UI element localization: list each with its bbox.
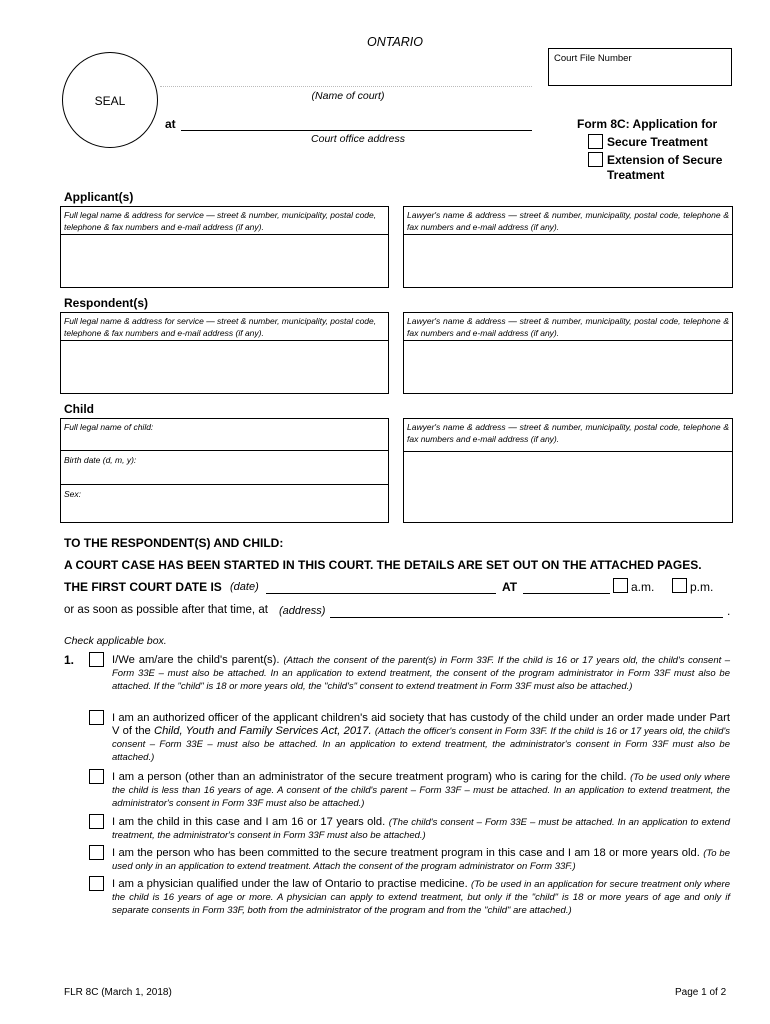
- page-number: Page 1 of 2: [675, 987, 727, 998]
- form-id: FLR 8C (March 1, 2018): [64, 987, 172, 998]
- option-caregiver-note: (To be used only where the child is less than 16 years of age. A consent of the child's parent – Form 33F – must be attached. In an application to extend treatment, the administrator's consent in Form 33F must also be attached.): [112, 772, 730, 809]
- extension-treatment-checkbox[interactable]: [588, 152, 603, 167]
- society-officer-checkbox[interactable]: [89, 710, 104, 725]
- option-society-officer-act: Child, Youth and Family Services Act, 2017.: [153, 725, 372, 737]
- option-parent-text: I/We am/are the child's parent(s).: [112, 654, 280, 666]
- applicant-lawyer-box[interactable]: [403, 206, 733, 288]
- address-period: .: [727, 604, 731, 618]
- child-sex-label: Sex:: [64, 489, 82, 499]
- option-society-officer: [112, 712, 730, 764]
- committed-person-checkbox[interactable]: [89, 845, 104, 860]
- section-number: 1.: [64, 653, 75, 667]
- respondent-lawyer-box[interactable]: [403, 312, 733, 394]
- at-label: at: [165, 117, 176, 131]
- option-child-16-17-text: I am the child in this case and I am 16 or 17 years old.: [112, 816, 386, 828]
- court-file-number-box[interactable]: [548, 48, 732, 86]
- option-caregiver: [112, 771, 730, 810]
- secure-treatment-checkbox[interactable]: [588, 134, 603, 149]
- name-of-court-label: (Name of court): [311, 90, 385, 102]
- pm-checkbox[interactable]: [672, 578, 687, 593]
- child-heading: Child: [64, 402, 94, 416]
- option-physician: [112, 878, 730, 917]
- child-birth-label: Birth date (d, m, y):: [64, 455, 137, 465]
- child-name-box[interactable]: [60, 418, 389, 451]
- province-title: ONTARIO: [366, 35, 424, 49]
- court-file-number-label: Court File Number: [554, 53, 632, 64]
- option-physician-text: I am a physician qualified under the law of Ontario to practise medicine.: [112, 878, 468, 890]
- applicant-party-divider: [61, 234, 388, 235]
- option-parent-note: (Attach the consent of the parent(s) in Form 33F. If the child is 16 or 17 years old, the child's consent – Form 33E – must also be attached. In an application to extend treatment, the consent of the program administrator in Form 33F must also be attached. If the "child" is 18 or more years old, the "child's" consent to extend treatment in Form 33F must also be attached.): [112, 655, 731, 692]
- child-name-label: Full legal name of child:: [64, 422, 154, 432]
- court-office-address-label: Court office address: [311, 133, 405, 145]
- applicants-heading: Applicant(s): [64, 190, 134, 204]
- first-court-date-label: THE FIRST COURT DATE IS: [64, 580, 222, 594]
- option-society-officer-text: I am an authorized officer of the applicant children's aid society that has custody of the child under an order made under Part V of the: [112, 712, 730, 737]
- court-case-line: A COURT CASE HAS BEEN STARTED IN THIS COURT. THE DETAILS ARE SET OUT ON THE ATTACHED PAGES.: [64, 558, 702, 572]
- address-hint: (address): [279, 605, 326, 617]
- applicant-party-box[interactable]: [60, 206, 389, 288]
- as-soon-as-possible-label: or as soon as possible after that time, at: [64, 604, 268, 616]
- at-time-label: AT: [502, 580, 518, 594]
- respondent-party-label: Full legal name & address for service — street & number, municipality, postal code, telephone & fax numbers and e-mail address (if any).: [64, 316, 377, 338]
- child-sex-box[interactable]: [60, 484, 389, 523]
- option-child-16-17-note: (The child's consent – Form 33E – must be attached. In an application to extend treatment, the administrator's consent in Form 33F must also be attached.): [112, 817, 730, 841]
- date-hint: (date): [230, 581, 259, 593]
- to-respondents-line: TO THE RESPONDENT(S) AND CHILD:: [64, 536, 284, 550]
- child-lawyer-divider: [404, 451, 732, 452]
- name-of-court-line[interactable]: [160, 86, 532, 87]
- applicant-party-label: Full legal name & address for service — street & number, municipality, postal code, telephone & fax numbers and e-mail address (if any).: [64, 210, 377, 232]
- court-date-line[interactable]: [266, 593, 496, 594]
- option-committed-person: [112, 847, 730, 873]
- court-address-line[interactable]: [330, 617, 723, 618]
- caregiver-checkbox[interactable]: [89, 769, 104, 784]
- applicant-lawyer-divider: [404, 234, 732, 235]
- court-time-line[interactable]: [523, 593, 610, 594]
- respondent-lawyer-label: Lawyer's name & address — street & number, municipality, postal code, telephone & fax numbers and e-mail address (if any).: [407, 316, 729, 338]
- child-lawyer-box[interactable]: [403, 418, 733, 523]
- child-birth-box[interactable]: [60, 450, 389, 485]
- pm-label: p.m.: [690, 580, 714, 594]
- respondent-party-box[interactable]: [60, 312, 389, 394]
- respondent-lawyer-divider: [404, 340, 732, 341]
- am-label: a.m.: [631, 580, 655, 594]
- applicant-lawyer-label: Lawyer's name & address — street & number, municipality, postal code, telephone & fax numbers and e-mail address (if any).: [407, 210, 729, 232]
- court-office-address-line[interactable]: [181, 130, 532, 131]
- physician-checkbox[interactable]: [89, 876, 104, 891]
- option-child-16-17: [112, 816, 730, 842]
- option-committed-person-note: (To be used only in an application to extend treatment. Attach the consent of the program administrator on Form 33F.): [112, 848, 730, 872]
- parent-checkbox[interactable]: [89, 652, 104, 667]
- am-checkbox[interactable]: [613, 578, 628, 593]
- child-16-17-checkbox[interactable]: [89, 814, 104, 829]
- seal-label: SEAL: [94, 94, 126, 108]
- respondent-party-divider: [61, 340, 388, 341]
- child-lawyer-label: Lawyer's name & address — street & number, municipality, postal code, telephone & fax numbers and e-mail address (if any).: [407, 422, 729, 444]
- option-physician-note: (To be used in an application for secure treatment only where the child is 16 years of age or more. A physician can apply to extend treatment, but only if the "child" is 18 or more years of age and only if separate consents in Form 33F, both from the administrator of the program and from the "child" are attached.): [112, 879, 731, 916]
- secure-treatment-label: Secure Treatment: [607, 135, 708, 149]
- option-caregiver-text: I am a person (other than an administrator of the secure treatment program) who is caring for the child.: [112, 771, 627, 783]
- option-committed-person-text: I am the person who has been committed to the secure treatment program in this case and I am 18 or more years old.: [112, 847, 700, 859]
- option-society-officer-note: (Attach the officer's consent in Form 33F. If the child is 16 or 17 years old, the child's consent – Form 33E – must also be attached. In an application to extend treatment, the administrator's consent in Form 33F must also be attached.): [112, 726, 731, 763]
- form-title: Form 8C: Application for: [577, 117, 718, 131]
- option-parent: [112, 654, 730, 693]
- extension-treatment-label: Extension of Secure Treatment: [607, 153, 723, 182]
- check-applicable-label: Check applicable box.: [64, 635, 167, 647]
- respondents-heading: Respondent(s): [64, 296, 148, 310]
